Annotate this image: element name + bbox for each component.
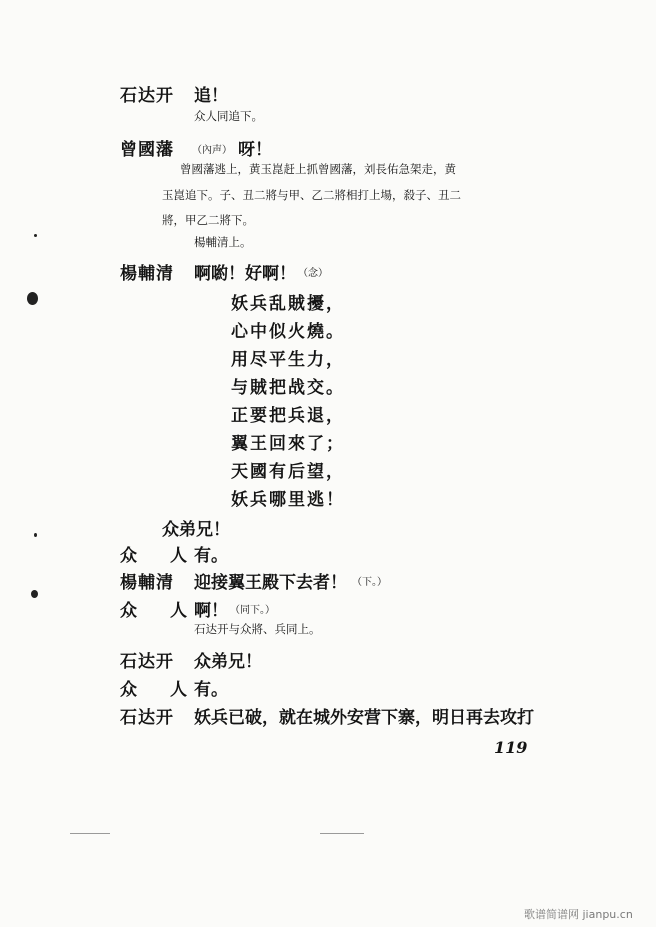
- verse-line: 正要把兵退，: [231, 406, 345, 426]
- stage-direction: 石达开与众將、兵同上。: [194, 622, 321, 636]
- dialogue-text: 有。: [194, 680, 228, 700]
- stage-direction: 众人同追下。: [194, 109, 263, 123]
- page-number: 119: [494, 738, 528, 757]
- dialogue-text: 啊！: [194, 601, 228, 621]
- scan-speck: [34, 533, 37, 537]
- stage-direction-line: 曾國藩逃上，黄玉崑赶上抓曾國藩，刘長佑急架走，黄: [180, 162, 456, 176]
- site-watermark: 歌谱简谱网 jianpu.cn: [524, 908, 633, 921]
- dialogue-text: 众弟兄！: [162, 520, 230, 540]
- speaker-name: 曾國藩: [120, 140, 174, 160]
- speaker-name: 众 人: [120, 546, 195, 566]
- scan-speck: [70, 833, 110, 834]
- verse-line: 天國有后望，: [231, 462, 345, 482]
- verse-line: 妖兵哪里逃！: [231, 490, 345, 510]
- dialogue-text: 有。: [194, 546, 228, 566]
- aside-text: （下。）: [352, 577, 387, 588]
- dialogue-text: 妖兵已破，就在城外安营下寨，明日再去攻打: [194, 708, 534, 728]
- aside-text: （內声）: [192, 145, 232, 156]
- stage-direction: 楊輔清上。: [194, 235, 252, 249]
- dialogue-text: 啊喲！好啊！: [194, 264, 296, 284]
- speaker-name: 石达开: [120, 86, 174, 106]
- speaker-name: 楊輔清: [120, 264, 174, 284]
- speaker-name: 众 人: [120, 680, 195, 700]
- dialogue-text: 众弟兄！: [194, 652, 262, 672]
- speaker-name: 众 人: [120, 601, 195, 621]
- aside-text: （念）: [298, 268, 328, 279]
- stage-direction-line: 玉崑追下。子、丑二將与甲、乙二將相打上場，殺子、丑二: [162, 188, 461, 202]
- punch-hole-mark: [31, 590, 38, 598]
- speaker-name: 楊輔清: [120, 573, 174, 593]
- speaker-name: 石达开: [120, 652, 174, 672]
- scan-speck: [34, 234, 37, 237]
- punch-hole-mark: [27, 292, 38, 305]
- stage-direction-line: 將，甲乙二將下。: [162, 213, 254, 227]
- verse-line: 妖兵乱賊擾，: [231, 294, 345, 314]
- speaker-name: 石达开: [120, 708, 174, 728]
- verse-line: 用尽平生力，: [231, 350, 345, 370]
- verse-line: 与賊把战交。: [231, 378, 345, 398]
- verse-line: 心中似火燒。: [231, 322, 345, 342]
- aside-text: （同下。）: [230, 605, 275, 616]
- scan-speck: [320, 833, 364, 834]
- dialogue-text: 追！: [194, 86, 228, 106]
- verse-line: 翼王回來了；: [231, 434, 345, 454]
- dialogue-text: 迎接翼王殿下去者！: [194, 573, 347, 593]
- dialogue-text: 呀！: [238, 140, 272, 160]
